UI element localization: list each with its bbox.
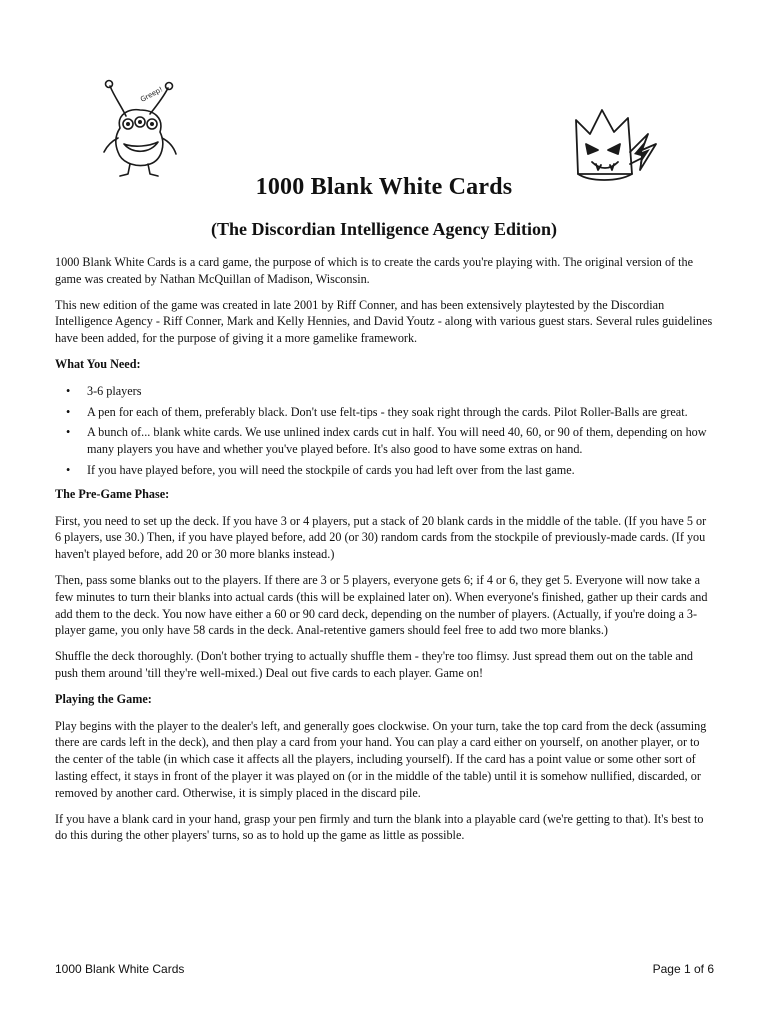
monster-caption: Greep! (139, 85, 165, 104)
footer-document-title: 1000 Blank White Cards (55, 962, 185, 976)
document-body (55, 254, 715, 853)
monster-drawing-icon (100, 78, 182, 178)
section-heading-playing: Playing the Game: (55, 691, 152, 706)
list-item (66, 404, 715, 421)
playing-paragraph: If you have a blank card in your hand, grasp your pen firmly and turn the blank into a playable card (we're getting to that). It's best to do this during the other players' turns, so as to hold up the game as little as possible. (55, 811, 704, 843)
list-item-text: 3-6 players (87, 383, 142, 398)
intro-paragraph: This new edition of the game was created in late 2001 by Riff Conner, and has been extensively playtested by the Discordian Intelligence Agency - Riff Conner, Mark and Kelly Hennies, and David Youtz - along with various guest stars. Several rules guidelines have been added, for the purpose of giving it a more gamelike framework. (55, 297, 713, 346)
pre-game-paragraph: Shuffle the deck thoroughly. (Don't bother trying to actually shuffle them - they're too flimsy. Just spread them out on the table and push them around 'till they're well-mixed.) Deal out five cards to each player. Game on! (55, 649, 694, 680)
playing-paragraph: Play begins with the player to the dealer's left, and generally goes clockwise. On your turn, take the top card from the deck (assuming there are cards left in the deck), and then play a card from your hand. You can play a card either on yourself, on another player, or to the center of the table (in which case it affects all the players, including yourself). If the card has a point value or some other sort of lasting effect, it stays in front of the player it was played on (or in the middle of the table) until it is somehow nullified, discarded, or removed by another card. Otherwise, it is simply placed in the discard pile. (55, 718, 707, 800)
list-item-text: If you have played before, you will need the stockpile of cards you had left over from the last game. (87, 462, 575, 477)
bullet-icon: • (66, 462, 71, 477)
list-item (66, 383, 715, 400)
section-heading-what-you-need: What You Need: (55, 356, 141, 371)
bullet-icon: • (66, 425, 71, 440)
list-item-text: A pen for each of them, preferably black. Don't use felt-tips - they soak right through the cards. Pilot Roller-Balls are great. (87, 404, 688, 419)
section-heading-pre-game: The Pre-Game Phase: (55, 486, 170, 501)
list-item (66, 424, 715, 458)
requirements-list (55, 383, 715, 479)
list-item-text: A bunch of... blank white cards. We use unlined index cards cut in half. You will need 40, 60, or 90 of them, depending on how many players you have and whether you've played before. It's also good to have some extras on hand. (87, 425, 707, 457)
document-subtitle: (The Discordian Intelligence Agency Edition) (211, 219, 557, 239)
intro-paragraph: 1000 Blank White Cards is a card game, the purpose of which is to create the cards you're playing with. The original version of the game was created by Nathan McQuillan of Madison, Wisconsin. (55, 255, 694, 286)
bullet-icon: • (66, 404, 71, 419)
pre-game-paragraph: First, you need to set up the deck. If you have 3 or 4 players, put a stack of 20 blank cards in the middle of the table. (If you have 5 or 6 players, use 30.) Then, if you have played before, add 20 (or 30) random cards from the stockpile of previously-made cards. (If you haven't played before, add 20 or 30 more blanks instead.) (55, 513, 707, 562)
pre-game-paragraph: Then, pass some blanks out to the players. If there are 3 or 5 players, everyone gets 6; if 4 or 6, they get 5. Everyone will now take a few minutes to turn their blanks into actual cards (this will be explained later on). When everyone's finished, gather up their cards and add them to the deck. You now have either a 60 or 90 card deck, depending on the number of players. (Actually, if you're doing a 3-player game, you only have 58 cards in the deck. Anal-retentive gamers should feel free to add two more blanks.) (55, 572, 708, 638)
bullet-icon: • (66, 383, 71, 398)
footer-page-number: Page 1 of 6 (652, 962, 714, 976)
list-item (66, 462, 715, 479)
document-title: 1000 Blank White Cards (255, 174, 513, 200)
